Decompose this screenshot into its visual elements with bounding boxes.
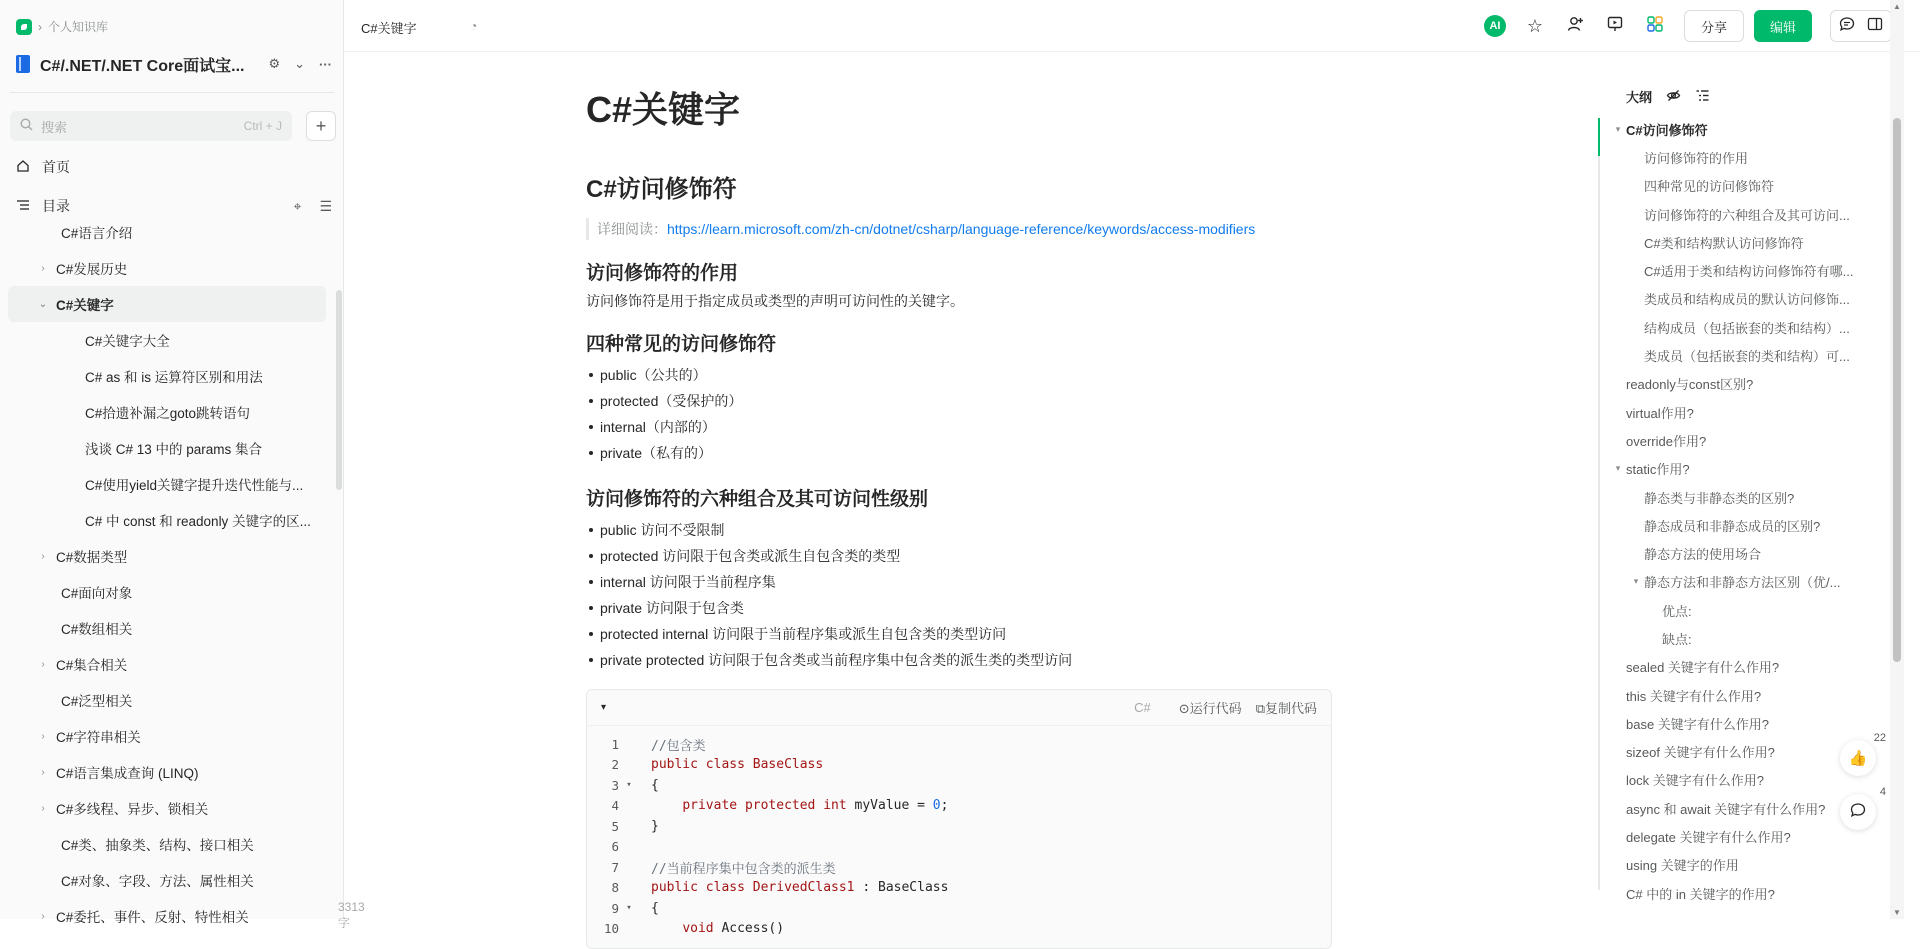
tree-item-label: C#数据类型 xyxy=(56,550,128,565)
run-code-label: 运行代码 xyxy=(1189,701,1242,716)
fold-icon[interactable]: ▾ xyxy=(626,903,632,914)
scroll-down-icon[interactable]: ▼ xyxy=(1893,908,1901,917)
sidebar-tree-item[interactable] xyxy=(8,574,332,610)
tree-item-label: C#语言集成查询 (LINQ) xyxy=(56,766,199,781)
outline-item[interactable] xyxy=(1608,285,1878,313)
outline-item-label: base 关键字有什么作用? xyxy=(1626,716,1770,732)
run-code-button[interactable] xyxy=(1179,698,1242,717)
sidebar-scrollbar[interactable] xyxy=(336,290,342,490)
doc-status-icon[interactable]: ◔ xyxy=(470,19,478,33)
home-label: 首页 xyxy=(42,159,70,175)
outline-title: 大纲 xyxy=(1626,90,1653,105)
share-button[interactable]: 分享 xyxy=(1684,10,1744,42)
yuque-logo-icon[interactable] xyxy=(16,19,32,35)
search-placeholder: 搜索 xyxy=(41,119,68,135)
outline-item[interactable] xyxy=(1608,822,1878,850)
four-modifiers-list xyxy=(586,362,1336,466)
book-icon xyxy=(16,55,30,73)
heading-four-modifiers: 四种常见的访问修饰符 xyxy=(586,334,777,355)
word-count: 3313字 xyxy=(338,900,365,930)
tree-item-label: C#多线程、异步、锁相关 xyxy=(56,802,209,817)
outline-item-label: readonly与const区别? xyxy=(1626,377,1754,393)
outline-item[interactable] xyxy=(1608,568,1878,596)
chevron-right-icon[interactable]: › xyxy=(41,730,45,742)
outline-active-marker xyxy=(1598,118,1600,156)
tree-item-label: C# 中 const 和 readonly 关键字的区... xyxy=(85,514,311,529)
tree-item-label: C#语言介绍 xyxy=(61,226,133,241)
outline-item-label: C#适用于类和结构访问修饰符有哪... xyxy=(1644,264,1854,280)
outline-item-label: 结构成员（包括嵌套的类和结构）... xyxy=(1644,320,1850,336)
toc-label: 目录 xyxy=(42,198,70,214)
line-number: 6 xyxy=(611,839,619,855)
list-item: protected 访问限于包含类或派生自包含类的类型 xyxy=(586,543,1336,569)
book-settings-icon[interactable]: ⚙ xyxy=(268,56,281,71)
outline-item-label: 静态成员和非静态成员的区别? xyxy=(1644,518,1821,534)
list-item: public（公共的） xyxy=(586,362,1336,388)
outline-item-label: C#访问修饰符 xyxy=(1626,122,1708,138)
collapse-all-icon[interactable]: ☰ xyxy=(319,197,332,214)
code-line xyxy=(587,755,1331,776)
search-input[interactable] xyxy=(10,111,292,141)
sidebar-tree-item[interactable] xyxy=(8,754,332,790)
outline-item[interactable] xyxy=(1608,879,1878,907)
comment-icon[interactable] xyxy=(1839,16,1855,36)
sidebar xyxy=(0,0,365,930)
tree-item-label: C# as 和 is 运算符区别和用法 xyxy=(85,370,263,385)
hide-eye-icon[interactable] xyxy=(1666,88,1681,106)
chevron-down-icon[interactable]: ⌄ xyxy=(294,56,305,71)
scroll-up-icon[interactable]: ▲ xyxy=(1893,2,1901,11)
outline-item[interactable] xyxy=(1608,115,1878,143)
caret-down-icon[interactable]: ▾ xyxy=(1615,463,1621,474)
outline-item[interactable] xyxy=(1608,596,1878,624)
outline-item-label: using 关键字的作用 xyxy=(1626,858,1739,874)
outline-item[interactable] xyxy=(1608,370,1878,398)
tree-item-label: C#拾遗补漏之goto跳转语句 xyxy=(85,406,251,421)
outline-item[interactable] xyxy=(1608,483,1878,511)
code-line xyxy=(587,816,1331,837)
ai-button[interactable]: AI xyxy=(1484,15,1506,37)
page-scrollbar[interactable] xyxy=(1890,0,1904,919)
sidebar-tree-item[interactable] xyxy=(8,862,332,898)
outline-item-label: 类成员和结构成员的默认访问修饰... xyxy=(1644,292,1850,308)
code-line xyxy=(587,878,1331,899)
view-toggle-group xyxy=(1830,10,1892,42)
page-title: C#关键字 xyxy=(586,89,741,130)
sidebar-tree-item[interactable] xyxy=(8,358,332,394)
line-number: 1 xyxy=(611,736,619,752)
line-number: 10 xyxy=(603,921,619,937)
outline-item[interactable] xyxy=(1608,143,1878,171)
outline-item-label: delegate 关键字有什么作用? xyxy=(1626,830,1791,846)
outline-track xyxy=(1598,118,1600,890)
outline-item[interactable] xyxy=(1608,539,1878,567)
outline-item[interactable] xyxy=(1608,426,1878,454)
code-text: void Access() xyxy=(682,921,785,937)
outline-item-label: 静态方法和非静态方法区别（优/... xyxy=(1644,575,1841,591)
line-number: 4 xyxy=(611,798,619,814)
thumbs-up-icon: 👍 xyxy=(1848,750,1868,767)
list-item: private protected 访问限于包含类或当前程序集中包含类的派生类的类型访问 xyxy=(586,647,1336,673)
add-member-icon[interactable] xyxy=(1564,15,1586,38)
panel-layout-icon[interactable] xyxy=(1867,16,1883,36)
outline-item[interactable] xyxy=(1608,681,1878,709)
outline-list xyxy=(1608,115,1878,907)
tree-item-label: C#泛型相关 xyxy=(61,694,133,709)
divider xyxy=(10,92,334,93)
tree-item-label: C#类、抽象类、结构、接口相关 xyxy=(61,838,254,853)
code-content[interactable] xyxy=(587,726,1331,939)
list-item: private（私有的） xyxy=(586,440,1336,466)
outline-item-label: static作用? xyxy=(1626,462,1690,478)
tree-item-label: C#数组相关 xyxy=(61,622,133,637)
line-number: 5 xyxy=(611,818,619,834)
sidebar-item-home[interactable] xyxy=(16,157,70,177)
list-item: public 访问不受限制 xyxy=(586,517,1336,543)
comments-button[interactable] xyxy=(1840,786,1886,830)
sidebar-tree-item[interactable] xyxy=(8,214,332,250)
outline-item[interactable] xyxy=(1608,511,1878,539)
outline-item[interactable] xyxy=(1608,256,1878,284)
outline-list-icon[interactable] xyxy=(1695,88,1710,106)
caret-down-icon[interactable]: ▾ xyxy=(1633,576,1639,587)
tree-item-label: C#使用yield关键字提升迭代性能与... xyxy=(85,478,304,493)
chevron-right-icon[interactable]: › xyxy=(41,550,45,562)
chevron-down-icon[interactable]: ⌄ xyxy=(38,298,48,310)
chevron-right-icon[interactable]: › xyxy=(41,766,45,778)
like-count: 22 xyxy=(1873,732,1886,744)
outline-item-label: 静态类与非静态类的区别? xyxy=(1644,490,1795,506)
search-icon xyxy=(20,118,33,134)
outline-item-label: 优点: xyxy=(1662,603,1692,619)
blockquote xyxy=(586,218,1336,240)
sidebar-tree-item[interactable] xyxy=(8,250,332,286)
outline-item[interactable] xyxy=(1608,738,1878,766)
outline-item-label: 静态方法的使用场合 xyxy=(1644,547,1762,563)
outline-item-label: 类成员（包括嵌套的类和结构）可... xyxy=(1644,349,1850,365)
code-line xyxy=(587,734,1331,755)
tree-item-label: C#字符串相关 xyxy=(56,730,141,745)
caret-down-icon[interactable]: ▾ xyxy=(1615,123,1621,134)
sidebar-tree-item[interactable] xyxy=(8,790,332,826)
sidebar-tree-item[interactable] xyxy=(8,394,332,430)
code-text: //包含类 xyxy=(651,738,706,754)
book-title[interactable]: C#/.NET/.NET Core面试宝... xyxy=(40,57,245,75)
code-line xyxy=(587,796,1331,817)
code-line xyxy=(587,898,1331,919)
heading-access-modifiers: C#访问修饰符 xyxy=(586,176,737,203)
six-combinations-list xyxy=(586,517,1336,673)
outline-item-label: C#类和结构默认访问修饰符 xyxy=(1644,235,1804,251)
doc-tab-title: C#关键字 xyxy=(361,21,417,36)
outline-item-label: this 关键字有什么作用? xyxy=(1626,688,1762,704)
outline-item-label: lock 关键字有什么作用? xyxy=(1626,773,1764,789)
home-icon xyxy=(16,159,30,176)
sidebar-tree-item[interactable] xyxy=(8,538,332,574)
outline-item-label: override作用? xyxy=(1626,433,1707,449)
code-line xyxy=(587,775,1331,796)
tree-item-label: 浅谈 C# 13 中的 params 集合 xyxy=(85,442,263,457)
sidebar-tree-item[interactable] xyxy=(8,286,326,322)
sidebar-tree-item[interactable] xyxy=(8,610,332,646)
outline-item[interactable] xyxy=(1608,313,1878,341)
outline-item-label: sizeof 关键字有什么作用? xyxy=(1626,745,1775,761)
list-item: internal（内部的） xyxy=(586,414,1336,440)
tree-item-label: C#关键字 xyxy=(56,298,114,313)
code-text: } xyxy=(651,818,659,834)
sidebar-tree-item[interactable] xyxy=(8,646,332,682)
code-language[interactable]: C# xyxy=(1134,700,1151,715)
toc-icon xyxy=(16,198,30,215)
sidebar-tree-item[interactable] xyxy=(8,466,332,502)
list-item: protected internal 访问限于当前程序集或派生自包含类的类型访问 xyxy=(586,621,1336,647)
comment-count: 4 xyxy=(1879,786,1886,798)
breadcrumb-knowledge-base[interactable]: 个人知识库 xyxy=(48,20,109,34)
code-line xyxy=(587,919,1331,940)
line-number: 3 xyxy=(611,777,619,793)
like-button[interactable] xyxy=(1840,732,1886,776)
reference-link[interactable]: https://learn.microsoft.com/zh-cn/dotnet/csharp/language-reference/keywords/access-modifiers xyxy=(667,221,1256,237)
edit-button[interactable]: 编辑 xyxy=(1754,10,1812,42)
tree-item-label: C#委托、事件、反射、特性相关 xyxy=(56,910,249,925)
line-number: 9 xyxy=(611,900,619,916)
star-icon[interactable]: ☆ xyxy=(1526,15,1544,36)
outline-item[interactable] xyxy=(1608,709,1878,737)
outline-item[interactable] xyxy=(1608,228,1878,256)
outline-header xyxy=(1626,87,1710,106)
toc-tree xyxy=(8,214,332,925)
sidebar-tree-item[interactable] xyxy=(8,322,332,358)
list-item: internal 访问限于当前程序集 xyxy=(586,569,1336,595)
quote-prefix: 详细阅读： xyxy=(597,221,667,237)
comment-bubble-icon xyxy=(1850,802,1866,822)
code-line xyxy=(587,857,1331,878)
present-icon[interactable] xyxy=(1604,15,1626,38)
code-text: { xyxy=(651,777,659,793)
document-body xyxy=(586,52,1336,937)
copy-code-button[interactable] xyxy=(1256,698,1317,717)
book-header xyxy=(16,52,332,76)
outline-item[interactable] xyxy=(1608,172,1878,200)
outline-item-label: C# 中的 in 关键字的作用? xyxy=(1626,886,1775,902)
heading-role: 访问修饰符的作用 xyxy=(586,263,739,284)
code-block xyxy=(586,689,1332,949)
line-number: 7 xyxy=(611,859,619,875)
outline-item-label: 缺点: xyxy=(1662,631,1692,647)
search-shortcut: Ctrl + J xyxy=(243,119,282,133)
copy-icon: ⧉ xyxy=(1255,701,1265,716)
tree-item-label: C#集合相关 xyxy=(56,658,128,673)
line-number: 2 xyxy=(611,757,619,773)
sidebar-tree-item[interactable] xyxy=(8,898,332,934)
chevron-right-icon[interactable]: › xyxy=(41,910,45,922)
outline-item[interactable] xyxy=(1608,766,1878,794)
outline-item[interactable] xyxy=(1608,398,1878,426)
outline-item[interactable] xyxy=(1608,794,1878,822)
apps-icon[interactable] xyxy=(1644,15,1666,38)
copy-code-label: 复制代码 xyxy=(1264,701,1317,716)
outline-item-label: 访问修饰符的六种组合及其可访问... xyxy=(1644,207,1850,223)
line-number: 8 xyxy=(611,880,619,896)
tree-item-label: C#面向对象 xyxy=(61,586,133,601)
chevron-right-icon[interactable]: › xyxy=(41,658,45,670)
sidebar-tree-item[interactable] xyxy=(8,682,332,718)
tree-item-label: C#对象、字段、方法、属性相关 xyxy=(61,874,254,889)
toc-header xyxy=(16,196,332,216)
tree-item-label: C#发展历史 xyxy=(56,262,128,277)
code-collapse-icon[interactable]: ▾ xyxy=(601,702,607,713)
sidebar-tree-item[interactable] xyxy=(8,502,332,538)
more-icon[interactable]: ··· xyxy=(319,56,332,72)
list-item: protected（受保护的） xyxy=(586,388,1336,414)
code-text: public class DerivedClass1 : BaseClass xyxy=(651,880,949,896)
outline-item-label: sealed 关键字有什么作用? xyxy=(1626,660,1780,676)
chevron-right-icon[interactable]: › xyxy=(41,262,45,274)
tree-item-label: C#关键字大全 xyxy=(85,334,170,349)
sidebar-tree-item[interactable] xyxy=(8,826,332,862)
outline-item[interactable] xyxy=(1608,200,1878,228)
code-line xyxy=(587,837,1331,858)
heading-six-combinations: 访问修饰符的六种组合及其可访问性级别 xyxy=(586,489,929,510)
paragraph-role: 访问修饰符是用于指定成员或类型的声明可访问性的关键字。 xyxy=(586,293,964,309)
code-text: { xyxy=(651,900,659,916)
top-header xyxy=(344,0,1920,52)
scrollbar-thumb[interactable] xyxy=(1893,118,1901,662)
play-icon: ⊙ xyxy=(1178,701,1190,716)
outline-item[interactable] xyxy=(1608,341,1878,369)
breadcrumb xyxy=(16,18,108,35)
sidebar-tree-item[interactable] xyxy=(8,718,332,754)
outline-item[interactable] xyxy=(1608,455,1878,483)
chevron-right-icon[interactable]: › xyxy=(41,802,45,814)
outline-item-label: async 和 await 关键字有什么作用? xyxy=(1626,801,1826,817)
fold-icon[interactable]: ▾ xyxy=(626,780,632,791)
outline-item[interactable] xyxy=(1608,653,1878,681)
outline-item-label: 访问修饰符的作用 xyxy=(1644,150,1749,166)
add-button[interactable]: + xyxy=(306,111,336,141)
outline-panel xyxy=(1598,80,1888,919)
outline-item[interactable] xyxy=(1608,851,1878,879)
breadcrumb-separator-icon: › xyxy=(38,19,42,34)
locate-icon[interactable]: ⌖ xyxy=(293,197,302,214)
sidebar-tree-item[interactable] xyxy=(8,430,332,466)
code-toolbar xyxy=(587,690,1331,726)
outline-item-label: virtual作用? xyxy=(1626,405,1694,421)
code-text: public class BaseClass xyxy=(651,757,824,773)
list-item: private 访问限于包含类 xyxy=(586,595,1336,621)
outline-item-label: 四种常见的访问修饰符 xyxy=(1644,179,1775,195)
code-text: private protected int myValue = 0; xyxy=(682,798,949,814)
code-text: //当前程序集中包含类的派生类 xyxy=(651,861,836,877)
outline-item[interactable] xyxy=(1608,624,1878,652)
